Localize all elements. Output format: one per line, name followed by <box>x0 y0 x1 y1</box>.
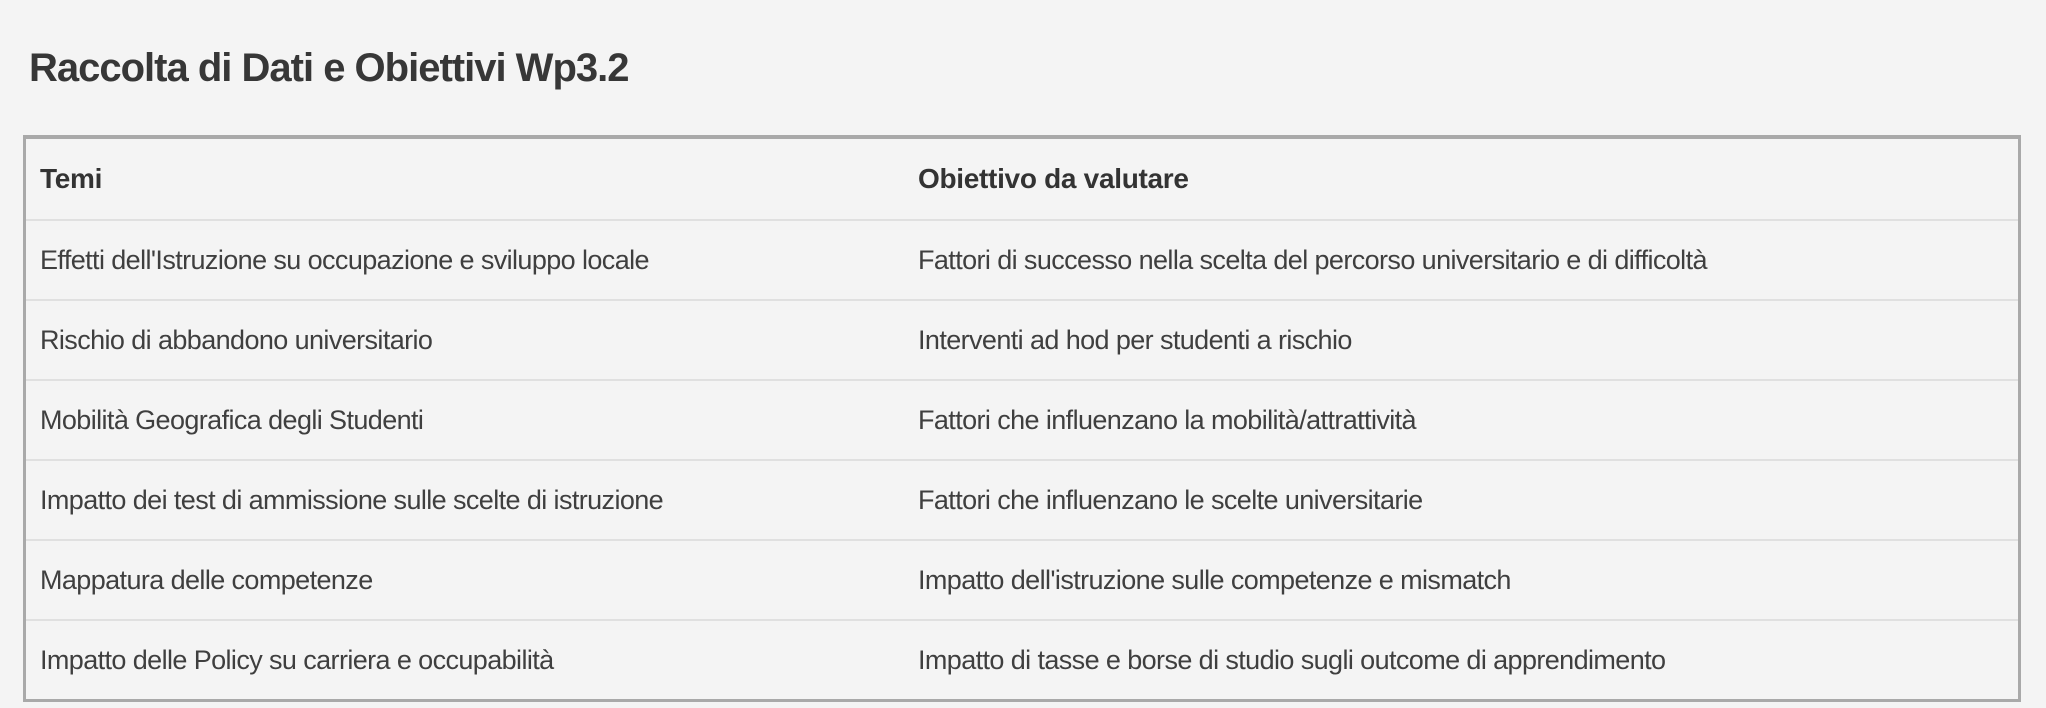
cell-tema: Impatto delle Policy su carriera e occupabilità <box>26 619 904 699</box>
page-title: Raccolta di Dati e Obiettivi Wp3.2 <box>29 46 629 90</box>
table-row <box>26 219 2018 299</box>
cell-obiettivo: Fattori che influenzano le scelte universitarie <box>904 459 2018 539</box>
cell-obiettivo: Fattori che influenzano la mobilità/attrattività <box>904 379 2018 459</box>
cell-obiettivo: Fattori di successo nella scelta del percorso universitario e di difficoltà <box>904 219 2018 299</box>
column-header-obiettivo: Obiettivo da valutare <box>918 163 1189 194</box>
table-row <box>26 619 2018 699</box>
table-row <box>26 379 2018 459</box>
cell-tema: Effetti dell'Istruzione su occupazione e sviluppo locale <box>26 219 904 299</box>
cell-tema: Mobilità Geografica degli Studenti <box>26 379 904 459</box>
cell-tema: Rischio di abbandono universitario <box>26 299 904 379</box>
cell-tema: Impatto dei test di ammissione sulle scelte di istruzione <box>26 459 904 539</box>
data-table <box>23 135 2021 702</box>
cell-tema: Mappatura delle competenze <box>26 539 904 619</box>
cell-obiettivo: Impatto di tasse e borse di studio sugli outcome di apprendimento <box>904 619 2018 699</box>
column-header-temi: Temi <box>40 163 103 194</box>
table-row <box>26 299 2018 379</box>
cell-obiettivo: Impatto dell'istruzione sulle competenze e mismatch <box>904 539 2018 619</box>
cell-obiettivo: Interventi ad hod per studenti a rischio <box>904 299 2018 379</box>
table-header-row <box>26 139 2018 219</box>
table-row <box>26 459 2018 539</box>
table-row <box>26 539 2018 619</box>
